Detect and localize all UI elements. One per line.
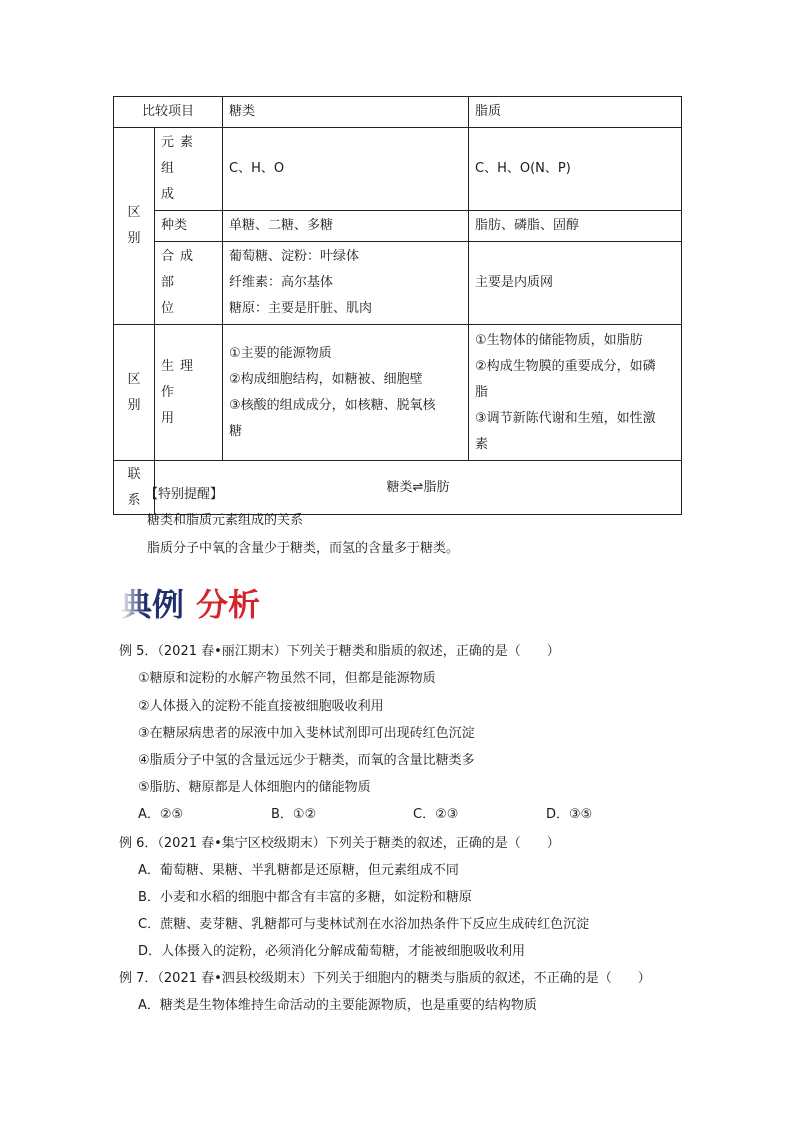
header-item: 比较项目 [114,97,223,128]
ex6-option-d[interactable]: D．人体摄入的淀粉，必须消化分解成葡萄糖，才能被细胞吸收利用 [138,944,526,959]
row-item: 合成部 位 [155,242,223,325]
ex6-option-a[interactable]: A．葡萄糖、果糖、半乳糖都是还原糖，但元素组成不同 [138,863,459,878]
row-item: 生理作 用 [155,325,223,461]
ex5-item: ①糖原和淀粉的水解产物虽然不同，但都是能源物质 [138,671,436,686]
choice-c[interactable]: C．②③ [413,807,459,822]
table-row [114,128,682,211]
table-row [114,242,682,325]
group-label-difference: 区 别 [114,128,155,325]
row-sugar: ①主要的能源物质 ②构成细胞结构，如糖被、细胞壁 ③核酸的组成成分，如核糖、脱氧核 糖 [223,325,469,461]
ex6-option-c[interactable]: C．蔗糖、麦芽糖、乳糖都可与斐林试剂在水浴加热条件下反应生成砖红色沉淀 [138,917,590,932]
row-lipid: C、H、O(N、P) [469,128,682,211]
example-7-stem: 例 7．（2021 春•泗县校级期末）下列关于细胞内的糖类与脂质的叙述，不正确的是（ ） [119,971,651,986]
choice-d[interactable]: D．③⑤ [546,807,593,822]
header-lipid: 脂质 [469,97,682,128]
row-lipid: 主要是内质网 [469,242,682,325]
ex5-item: ④脂质分子中氢的含量远远少于糖类，而氧的含量比糖类多 [138,753,475,768]
choice-a[interactable]: A．②⑤ [138,807,184,822]
row-lipid: ①生物体的储能物质，如脂肪 ②构成生物膜的重要成分，如磷 脂 ③调节新陈代谢和生殖，如性激 素 [469,325,682,461]
table-header-row [114,97,682,128]
table-row [114,325,682,461]
row-sugar: 单糖、二糖、多糖 [223,211,469,242]
row-sugar: C、H、O [223,128,469,211]
example-6-stem: 例 6．（2021 春•集宁区校级期末）下列关于糖类的叙述，正确的是（ ） [119,836,560,851]
example-5-stem: 例 5．（2021 春•丽江期末）下列关于糖类和脂质的叙述，正确的是（ ） [119,644,560,659]
note-line-2: 脂质分子中氧的含量少于糖类，而氢的含量多于糖类。 [147,541,460,556]
ex5-item: ③在糖尿病患者的尿液中加入斐林试剂即可出现砖红色沉淀 [138,726,475,741]
row-item: 元素组 成 [155,128,223,211]
row-lipid: 脂肪、磷脂、固醇 [469,211,682,242]
row-sugar: 葡萄糖、淀粉：叶绿体 纤维素：高尔基体 糖原：主要是肝脏、肌肉 [223,242,469,325]
example-analysis-logo [120,582,280,628]
note-title: 【特别提醒】 [145,487,224,502]
comparison-table [113,96,682,515]
choice-b[interactable]: B．①② [271,807,317,822]
ex7-option-a[interactable]: A．糖类是生物体维持生命活动的主要能源物质，也是重要的结构物质 [138,998,537,1013]
header-sugar: 糖类 [223,97,469,128]
table-row [114,211,682,242]
note-line-1: 糖类和脂质元素组成的关系 [147,513,304,528]
ex6-option-b[interactable]: B．小麦和水稻的细胞中都含有丰富的多糖，如淀粉和糖原 [138,890,472,905]
group-label-difference-2: 区 别 [114,325,155,461]
ex5-item: ⑤脂肪、糖原都是人体细胞内的储能物质 [138,780,371,795]
relation-cell: 糖类⇌脂肪 [155,461,682,515]
group-label-relation: 联 系 [114,461,155,515]
row-item: 种类 [155,211,223,242]
ex5-item: ②人体摄入的淀粉不能直接被细胞吸收利用 [138,699,384,714]
